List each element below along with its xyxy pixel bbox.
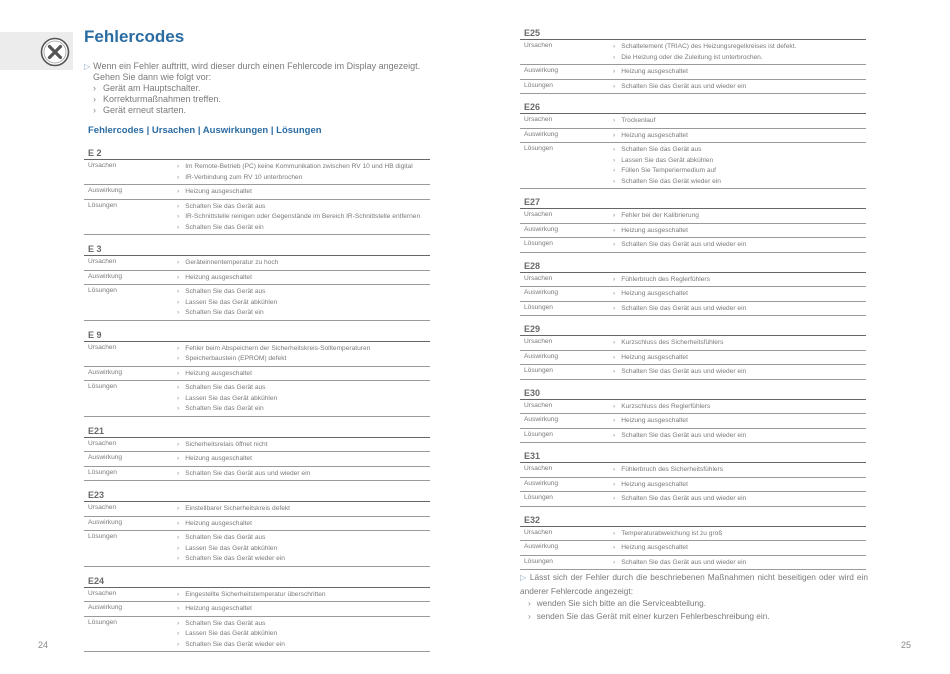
error-code: E23 [84,490,430,502]
row-value: › Fühlerbruch des Reglerfühlers [605,275,866,286]
error-block [84,490,430,567]
error-list-right [520,28,866,570]
error-row-causes [520,463,866,478]
row-label: Lösungen [88,618,117,626]
error-row-effect [84,367,430,382]
row-values [605,224,866,238]
row-value: › Die Heizung oder die Zuleitung ist unterbrochen. [605,53,866,64]
error-row-solutions [84,381,430,417]
row-values [605,143,866,188]
error-row-effect [520,351,866,366]
error-row-solutions [84,285,430,321]
error-block [520,197,866,253]
row-values [605,65,866,79]
error-row-solutions [520,492,866,507]
row-value: › Heizung ausgeschaltet [169,187,430,198]
row-value: › Schalten Sie das Gerät aus und wieder ein [605,304,866,315]
row-value: › Temperaturabweichung ist zu groß [605,529,866,540]
row-label: Auswirkung [88,454,123,461]
error-block [84,426,430,482]
row-label: Ursachen [88,589,117,597]
error-row-causes [520,114,866,129]
triangle-right-icon: ▷ [520,573,527,582]
error-code: E32 [520,515,866,527]
row-value: › Heizung ausgeschaltet [605,543,866,554]
row-values [605,238,866,252]
row-value: › Heizung ausgeschaltet [605,226,866,237]
row-values [169,467,430,481]
row-value: › Schalten Sie das Gerät aus [169,619,430,630]
row-value: › Lassen Sie das Gerät abkühlen [169,544,430,555]
error-row-effect [84,185,430,200]
row-value: › Schalten Sie das Gerät aus [169,383,430,394]
row-values [605,129,866,143]
error-code: E31 [520,451,866,463]
row-label: Ursachen [88,162,117,169]
page-number-left: 24 [38,640,49,650]
row-value: › Fühlerbruch des Sicherheitsfühlers [605,465,866,476]
error-list-left [84,148,430,652]
row-values [169,452,430,466]
row-label: Lösungen [524,303,553,311]
outro-bullet: › senden Sie das Gerät mit einer kurzen Fehlerbeschreibung ein. [520,610,868,623]
page-title: Fehlercodes [84,27,185,46]
row-values [169,160,430,184]
error-code: E30 [520,388,866,400]
row-values [169,588,430,602]
row-value: › Lassen Sie das Gerät abkühlen [169,629,430,640]
row-value: › Schalten Sie das Gerät aus und wieder ein [605,240,866,251]
row-values [605,209,866,223]
row-label: Ursachen [88,258,117,265]
row-values [605,429,866,443]
row-values [605,463,866,477]
row-label: Lösungen [524,494,553,501]
error-row-effect [84,271,430,286]
row-values [169,271,430,285]
row-values [169,381,430,416]
row-value: › Schalten Sie das Gerät aus [169,533,430,544]
row-label: Ursachen [88,343,117,351]
row-value: › Schalten Sie das Gerät aus und wieder ein [605,82,866,93]
close-x-circle-icon [40,37,70,67]
error-block [520,324,866,380]
error-row-effect [520,287,866,302]
row-label: Auswirkung [524,67,559,74]
error-row-effect [520,129,866,144]
error-block [84,148,430,235]
error-block [520,28,866,94]
error-code: E21 [84,426,430,438]
row-label: Lösungen [524,145,553,152]
row-values [169,200,430,235]
row-value: › Kurzschluss des Reglerfühlers [605,402,866,413]
error-block [84,576,430,653]
row-value: › Kurzschluss des Sicherheitsfühlers [605,338,866,349]
row-value: › Schalten Sie das Gerät wieder ein [605,177,866,188]
row-value: › Fehler beim Abspeichern der Sicherheitskreis-Solltemperaturen [169,344,430,355]
row-value: › Heizung ausgeschaltet [605,416,866,427]
error-row-causes [520,209,866,224]
row-value: › Speicherbaustein (EPROM) defekt [169,354,430,365]
page-number-right: 25 [901,640,912,650]
error-row-causes [520,527,866,542]
row-values [605,400,866,414]
row-label: Lösungen [88,201,117,209]
error-block [520,102,866,189]
row-value: › Sicherheitsrelais öffnet nicht [169,440,430,451]
row-values [605,273,866,287]
error-code: E28 [520,261,866,273]
error-row-causes [84,438,430,453]
row-label: Lösungen [524,557,553,565]
row-value: › Heizung ausgeschaltet [169,454,430,465]
row-value: › Schalten Sie das Gerät aus und wieder ein [605,367,866,378]
row-value: › Schaltelement (TRIAC) des Heizungsregelkreises ist defekt. [605,42,866,53]
row-values [605,492,866,506]
row-label: Ursachen [524,528,553,536]
row-value: › Heizung ausgeschaltet [605,353,866,364]
row-values [605,302,866,316]
row-value: › Heizung ausgeschaltet [605,131,866,142]
row-label: Lösungen [524,240,553,247]
row-value: › Lassen Sie das Gerät abkühlen [169,298,430,309]
row-value: › Heizung ausgeschaltet [605,289,866,300]
error-code: E 3 [84,244,430,256]
row-value: › Heizung ausgeschaltet [605,67,866,78]
intro-line: Wenn ein Fehler auftritt, wird dieser durch einen Fehlercode im Display angezeigt. [93,61,421,71]
row-label: Lösungen [524,430,553,438]
row-values [169,285,430,320]
row-label: Ursachen [524,338,553,345]
row-value: › Im Remote-Betrieb (PC) keine Kommunikation zwischen RV 10 und HB digital [169,162,430,173]
intro [84,61,424,116]
error-row-solutions [520,556,866,571]
row-value: › Schalten Sie das Gerät ein [169,223,430,234]
row-label: Lösungen [88,383,117,390]
row-values [605,478,866,492]
row-label: Ursachen [524,465,553,472]
row-values [605,80,866,94]
error-row-solutions [84,531,430,567]
error-row-effect [520,65,866,80]
error-row-solutions [520,365,866,380]
error-block [84,244,430,321]
row-label: Auswirkung [524,225,559,233]
error-row-causes [520,336,866,351]
row-value: › Schalten Sie das Gerät wieder ein [169,554,430,565]
error-block [520,261,866,317]
row-label: Auswirkung [524,289,559,296]
row-value: › IR-Schnittstelle reinigen oder Gegenstände im Bereich IR-Schnittstelle entfernen [169,212,430,223]
intro-bullet: › Korrekturmaßnahmen treffen. [84,94,424,105]
row-values [605,365,866,379]
row-values [605,527,866,541]
error-block [520,515,866,571]
error-block [520,451,866,507]
error-block [520,388,866,444]
row-value: › Schalten Sie das Gerät aus [169,202,430,213]
row-label: Lösungen [88,287,117,294]
row-label: Auswirkung [88,187,123,194]
intro-bullet: › Gerät erneut starten. [84,105,424,116]
row-label: Ursachen [524,401,553,409]
error-row-effect [520,541,866,556]
row-label: Lösungen [524,81,553,89]
row-value: › Schalten Sie das Gerät aus und wieder ein [605,431,866,442]
error-row-causes [84,588,430,603]
row-value: › Füllen Sie Temperiermedium auf [605,166,866,177]
row-value: › IR-Verbindung zum RV 10 unterbrochen [169,173,430,184]
row-values [169,256,430,270]
error-code: E24 [84,576,430,588]
row-label: Auswirkung [524,416,559,423]
row-value: › Schalten Sie das Gerät ein [169,404,430,415]
row-label: Lösungen [88,468,117,476]
row-values [169,438,430,452]
error-code: E26 [520,102,866,114]
error-row-causes [520,40,866,65]
row-value: › Heizung ausgeschaltet [169,519,430,530]
row-values [605,351,866,365]
row-value: › Schalten Sie das Gerät ein [169,308,430,319]
error-row-solutions [520,238,866,253]
error-row-causes [520,400,866,415]
row-values [605,40,866,64]
row-values [605,336,866,350]
error-row-solutions [520,429,866,444]
error-row-effect [520,224,866,239]
error-code: E27 [520,197,866,209]
row-value: › Heizung ausgeschaltet [169,369,430,380]
row-value: › Lassen Sie das Gerät abkühlen [605,156,866,167]
row-value: › Schalten Sie das Gerät wieder ein [169,640,430,651]
row-values [169,502,430,516]
row-label: Auswirkung [88,368,123,376]
row-label: Ursachen [524,42,553,49]
row-label: Auswirkung [88,272,123,280]
row-values [605,414,866,428]
row-value: › Schalten Sie das Gerät aus und wieder ein [169,469,430,480]
error-row-effect [520,478,866,493]
row-value: › Heizung ausgeschaltet [605,480,866,491]
error-code: E 9 [84,330,430,342]
error-row-causes [84,342,430,367]
row-label: Auswirkung [524,543,559,550]
error-row-effect [84,602,430,617]
row-values [169,185,430,199]
error-row-solutions [84,617,430,653]
row-value: › Lassen Sie das Gerät abkühlen [169,394,430,405]
row-values [605,287,866,301]
row-label: Ursachen [88,439,117,447]
error-row-effect [520,414,866,429]
error-block [84,330,430,417]
row-label: Lösungen [524,367,553,374]
error-row-causes [84,502,430,517]
row-values [605,114,866,128]
row-values [605,556,866,570]
row-label: Lösungen [88,533,117,540]
outro [520,571,868,622]
row-value: › Schalten Sie das Gerät aus [605,145,866,156]
error-row-solutions [520,80,866,95]
row-value: › Schalten Sie das Gerät aus [169,287,430,298]
row-value: › Schalten Sie das Gerät aus und wieder ein [605,494,866,505]
row-value: › Fehler bei der Kalibrierung [605,211,866,222]
row-value: › Einstellbarer Sicherheitskreis defekt [169,504,430,515]
error-row-solutions [84,200,430,236]
row-values [169,342,430,366]
error-row-solutions [84,467,430,482]
row-values [169,517,430,531]
row-value: › Geräteinnentemperatur zu hoch [169,258,430,269]
row-value: › Trockenlauf [605,116,866,127]
row-label: Ursachen [524,211,553,218]
error-row-causes [520,273,866,288]
error-code: E 2 [84,148,430,160]
row-value: › Heizung ausgeschaltet [169,604,430,615]
error-row-solutions [520,302,866,317]
row-label: Auswirkung [88,518,123,526]
error-row-effect [84,452,430,467]
error-row-causes [84,160,430,185]
row-value: › Heizung ausgeschaltet [169,273,430,284]
row-values [169,602,430,616]
error-code: E25 [520,28,866,40]
row-values [169,531,430,566]
error-row-effect [84,517,430,532]
error-row-causes [84,256,430,271]
row-label: Ursachen [88,504,117,511]
outro-line: Lässt sich der Fehler durch die beschriebenen Maßnahmen nicht beseitigen oder wird ein anderer Fehlercode angezeigt: [520,572,868,596]
row-label: Auswirkung [88,604,123,611]
row-value: › Eingestellte Sicherheitstemperatur überschritten [169,590,430,601]
row-values [169,367,430,381]
row-label: Ursachen [524,274,553,282]
row-values [169,617,430,652]
error-row-solutions [520,143,866,189]
triangle-right-icon: ▷ [84,62,91,71]
row-label: Auswirkung [524,130,559,138]
outro-bullet: › wenden Sie sich bitte an die Serviceabteilung. [520,597,868,610]
row-label: Auswirkung [524,479,559,487]
row-value: › Schalten Sie das Gerät aus und wieder ein [605,558,866,569]
error-code: E29 [520,324,866,336]
row-label: Ursachen [524,116,553,123]
row-label: Auswirkung [524,352,559,360]
row-values [605,541,866,555]
section-subheading: Fehlercodes | Ursachen | Auswirkungen | Lösungen [88,125,322,136]
intro-line: Gehen Sie dann wie folgt vor: [93,72,212,82]
intro-bullet: › Gerät am Hauptschalter. [84,83,424,94]
